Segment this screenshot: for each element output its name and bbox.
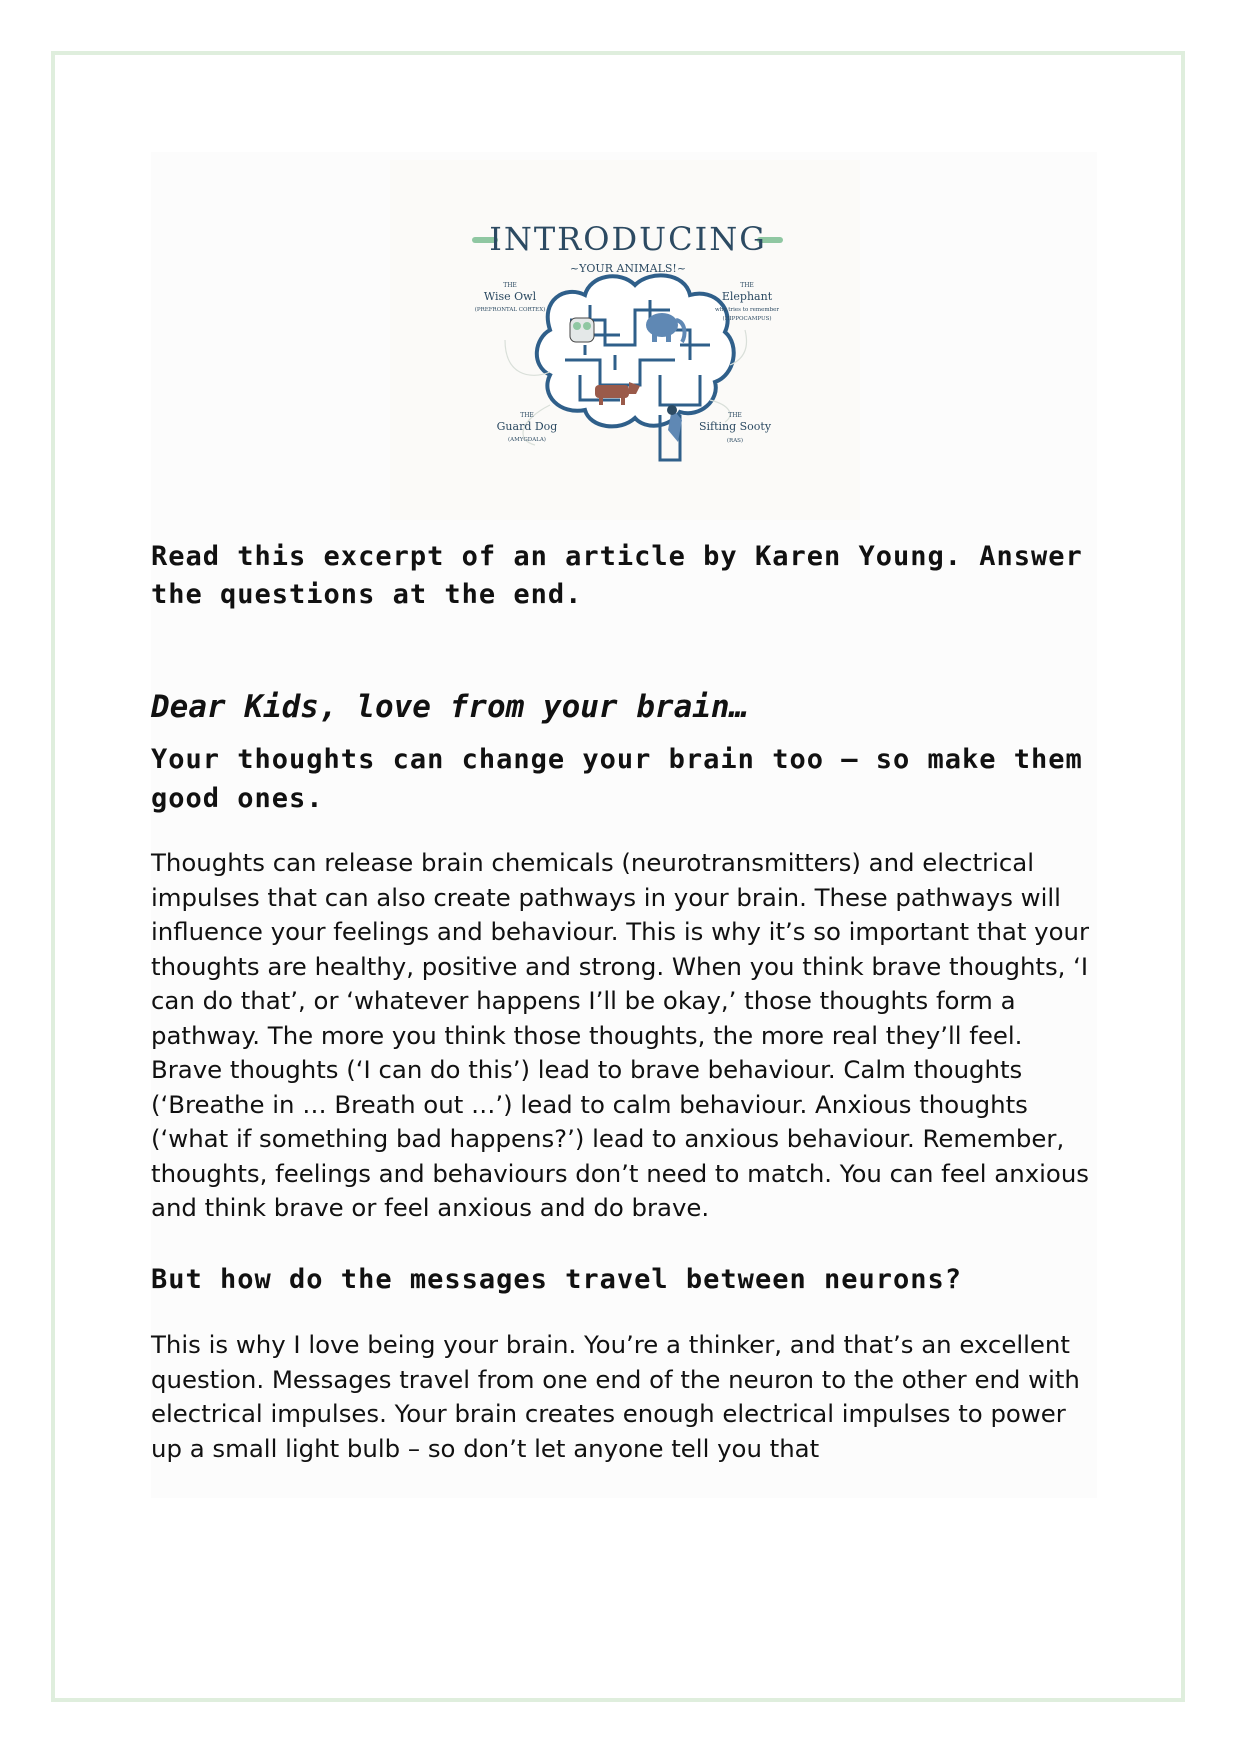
wise-owl-label: Wise Owl (483, 290, 537, 303)
brain-maze-outline (537, 275, 734, 426)
instructions: Read this excerpt of an article by Karen Young. Answer the questions at the end. (151, 541, 1083, 610)
sifting-sooty-label: Sifting Sooty (698, 420, 772, 433)
brain-animals-illustration (390, 160, 860, 520)
svg-text:who tries to remember: who tries to remember (715, 307, 779, 313)
svg-text:THE: THE (740, 282, 754, 289)
svg-text:(AMYGDALA): (AMYGDALA) (508, 437, 546, 443)
article-title: Dear Kids, love from your brain… (151, 689, 749, 725)
svg-text:(PREFRONTAL CORTEX): (PREFRONTAL CORTEX) (474, 307, 546, 313)
illustration-title: INTRODUCING (489, 220, 767, 258)
svg-text:THE: THE (728, 412, 742, 419)
section-heading-neurons: But how do the messages travel between neurons? (151, 1264, 963, 1295)
svg-text:THE: THE (520, 412, 534, 419)
guard-dog-label: Guard Dog (496, 420, 558, 433)
svg-text:THE: THE (503, 282, 517, 289)
svg-text:(HIPPOCAMPUS): (HIPPOCAMPUS) (722, 316, 772, 322)
section-body-thoughts: Thoughts can release brain chemicals (neurotransmitters) and electrical impulses that can also create pathways in your brain. These pathways will influence your feelings and behaviour. This is why it’s so important that your thoughts are healthy, positive and strong. When you think brave thoughts, ‘I can do that’, or ‘whatever happens I’ll be okay,’ those thoughts form a pathway. The more you think those thoughts, the more real they’ll feel. Brave thoughts (‘I can do this’) lead to brave behaviour. Calm thoughts (‘Breathe in … Breath out …’) lead to calm behaviour. Anxious thoughts (‘what if something bad happens?’) lead to anxious behaviour. Remember, thoughts, feelings and behaviours don’t need to match. You can feel anxious and think brave or feel anxious and do brave. (151, 848, 1090, 1222)
illustration-subtitle: ~YOUR ANIMALS!~ (569, 262, 687, 275)
svg-text:(RAS): (RAS) (726, 438, 744, 444)
elephant-label: Elephant (721, 290, 773, 303)
section-heading-thoughts: Your thoughts can change your brain too – so make them good ones. (151, 744, 1083, 814)
owl-icon (570, 318, 594, 342)
section-body-neurons: This is why I love being your brain. You’re a thinker, and that’s an excellent question. Messages travel from one end of the neuron to the other end with electrical impulses. Your brain creates enough electrical impulses to power up a small light bulb – so don’t let anyone tell you that (151, 1330, 1080, 1463)
